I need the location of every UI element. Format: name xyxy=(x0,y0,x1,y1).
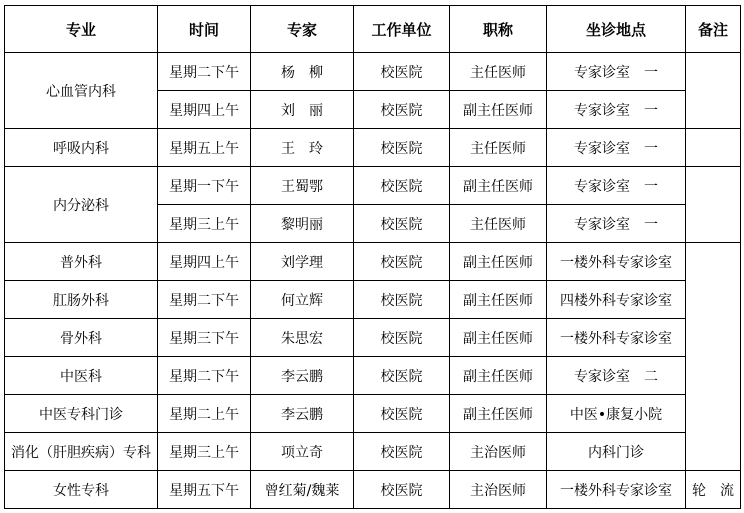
table-row xyxy=(5,129,741,167)
specialty-cell: 骨外科 xyxy=(5,319,158,357)
table-row xyxy=(5,395,741,433)
specialty-cell: 女性专科 xyxy=(5,471,158,509)
time-cell: 星期一下午 xyxy=(158,167,251,205)
unit-cell: 校医院 xyxy=(354,319,450,357)
expert-cell: 朱思宏 xyxy=(251,319,354,357)
location-cell: 专家诊室 二 xyxy=(547,357,686,395)
unit-cell: 校医院 xyxy=(354,243,450,281)
expert-cell: 曾红菊/魏莱 xyxy=(251,471,354,509)
time-cell: 星期二下午 xyxy=(158,281,251,319)
header-row xyxy=(5,6,741,53)
expert-cell: 王 玲 xyxy=(251,129,354,167)
expert-cell: 何立辉 xyxy=(251,281,354,319)
note-cell: 轮 流 xyxy=(686,471,741,509)
location-cell: 专家诊室 一 xyxy=(547,167,686,205)
note-cell xyxy=(686,129,741,167)
unit-cell: 校医院 xyxy=(354,91,450,129)
table-row xyxy=(5,319,741,357)
title-cell: 副主任医师 xyxy=(450,319,547,357)
location-cell: 专家诊室 一 xyxy=(547,129,686,167)
location-cell: 专家诊室 一 xyxy=(547,205,686,243)
specialty-cell: 消化（肝胆疾病）专科 xyxy=(5,433,158,471)
table-row xyxy=(5,167,741,205)
table-row xyxy=(5,53,741,91)
unit-cell: 校医院 xyxy=(354,357,450,395)
table-row xyxy=(5,471,741,509)
unit-cell: 校医院 xyxy=(354,471,450,509)
header-location: 坐诊地点 xyxy=(547,6,686,53)
time-cell: 星期二下午 xyxy=(158,357,251,395)
expert-cell: 李云鹏 xyxy=(251,357,354,395)
unit-cell: 校医院 xyxy=(354,433,450,471)
location-cell: 一楼外科专家诊室 xyxy=(547,319,686,357)
title-cell: 主治医师 xyxy=(450,433,547,471)
time-cell: 星期五下午 xyxy=(158,471,251,509)
specialty-cell: 肛肠外科 xyxy=(5,281,158,319)
unit-cell: 校医院 xyxy=(354,53,450,91)
specialty-cell: 内分泌科 xyxy=(5,167,158,243)
time-cell: 星期四上午 xyxy=(158,91,251,129)
time-cell: 星期三上午 xyxy=(158,433,251,471)
expert-cell: 刘学理 xyxy=(251,243,354,281)
unit-cell: 校医院 xyxy=(354,129,450,167)
header-expert: 专家 xyxy=(251,6,354,53)
expert-schedule-table xyxy=(4,5,741,509)
expert-cell: 李云鹏 xyxy=(251,395,354,433)
location-cell: 一楼外科专家诊室 xyxy=(547,471,686,509)
expert-cell: 刘 丽 xyxy=(251,91,354,129)
time-cell: 星期三下午 xyxy=(158,319,251,357)
specialty-cell: 心血管内科 xyxy=(5,53,158,129)
unit-cell: 校医院 xyxy=(354,167,450,205)
title-cell: 副主任医师 xyxy=(450,91,547,129)
table-row xyxy=(5,433,741,471)
header-specialty: 专业 xyxy=(5,6,158,53)
location-cell: 四楼外科专家诊室 xyxy=(547,281,686,319)
time-cell: 星期二上午 xyxy=(158,395,251,433)
expert-cell: 王蜀鄂 xyxy=(251,167,354,205)
time-cell: 星期四上午 xyxy=(158,243,251,281)
note-cell xyxy=(686,167,741,243)
expert-cell: 黎明丽 xyxy=(251,205,354,243)
header-time: 时间 xyxy=(158,6,251,53)
specialty-cell: 中医科 xyxy=(5,357,158,395)
location-cell: 专家诊室 一 xyxy=(547,91,686,129)
title-cell: 主治医师 xyxy=(450,471,547,509)
location-cell: 一楼外科专家诊室 xyxy=(547,243,686,281)
location-cell: 内科门诊 xyxy=(547,433,686,471)
expert-cell: 杨 柳 xyxy=(251,53,354,91)
time-cell: 星期三上午 xyxy=(158,205,251,243)
title-cell: 主任医师 xyxy=(450,205,547,243)
specialty-cell: 中医专科门诊 xyxy=(5,395,158,433)
header-title: 职称 xyxy=(450,6,547,53)
unit-cell: 校医院 xyxy=(354,395,450,433)
location-cell: 专家诊室 一 xyxy=(547,53,686,91)
table-row xyxy=(5,281,741,319)
specialty-cell: 普外科 xyxy=(5,243,158,281)
note-cell xyxy=(686,53,741,129)
title-cell: 副主任医师 xyxy=(450,167,547,205)
title-cell: 主任医师 xyxy=(450,53,547,91)
time-cell: 星期二下午 xyxy=(158,53,251,91)
title-cell: 副主任医师 xyxy=(450,395,547,433)
location-cell: 中医•康复小院 xyxy=(547,395,686,433)
time-cell: 星期五上午 xyxy=(158,129,251,167)
table-row xyxy=(5,243,741,281)
unit-cell: 校医院 xyxy=(354,281,450,319)
header-unit: 工作单位 xyxy=(354,6,450,53)
specialty-cell: 呼吸内科 xyxy=(5,129,158,167)
table-row xyxy=(5,357,741,395)
title-cell: 副主任医师 xyxy=(450,243,547,281)
note-cell xyxy=(686,243,741,471)
header-note: 备注 xyxy=(686,6,741,53)
title-cell: 副主任医师 xyxy=(450,281,547,319)
expert-cell: 项立奇 xyxy=(251,433,354,471)
title-cell: 主任医师 xyxy=(450,129,547,167)
unit-cell: 校医院 xyxy=(354,205,450,243)
title-cell: 副主任医师 xyxy=(450,357,547,395)
